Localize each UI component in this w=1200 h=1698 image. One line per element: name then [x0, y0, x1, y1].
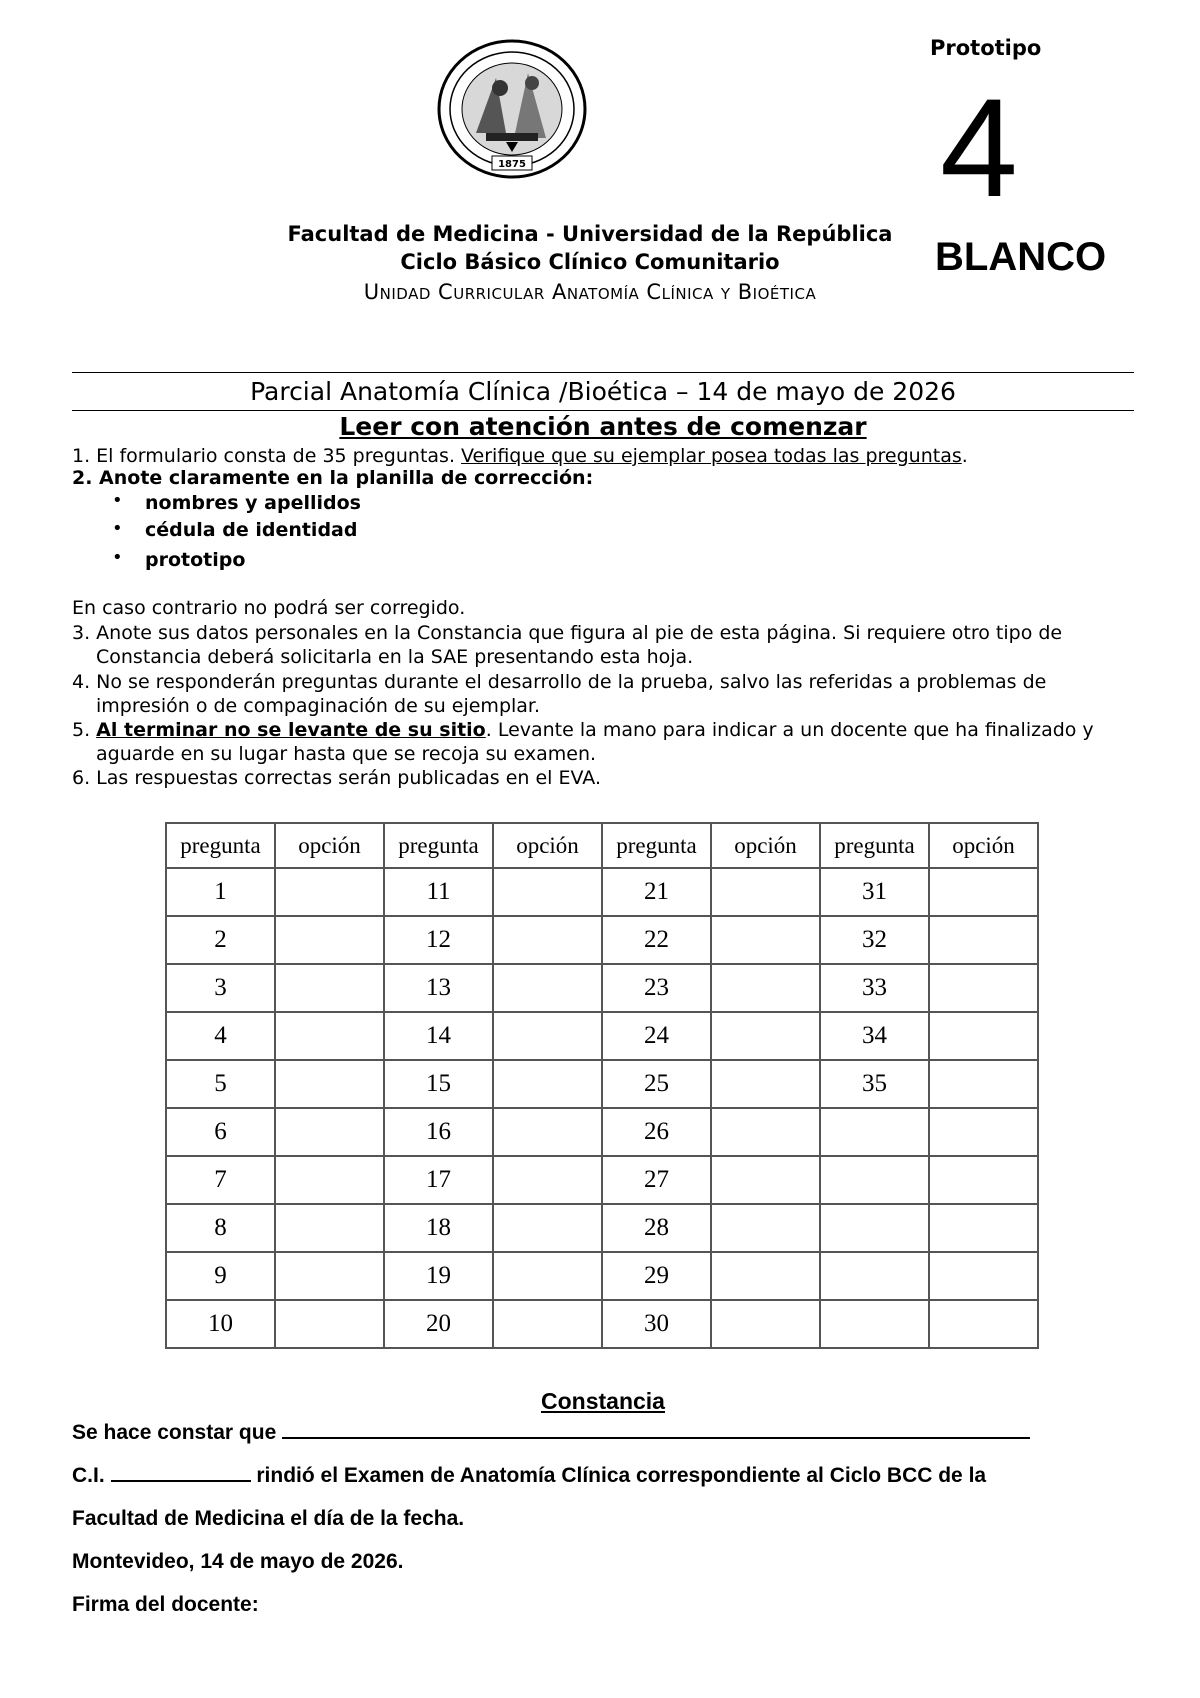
- question-number-cell: 25: [602, 1060, 711, 1108]
- option-cell[interactable]: [711, 916, 820, 964]
- option-cell[interactable]: [493, 1012, 602, 1060]
- question-number-cell: 17: [384, 1156, 493, 1204]
- option-cell[interactable]: [275, 916, 384, 964]
- constancia-line-2: [72, 1461, 986, 1491]
- question-number-cell: 20: [384, 1300, 493, 1348]
- table-row: [166, 916, 1038, 964]
- question-number-cell: 4: [166, 1012, 275, 1060]
- instruction-5a: [72, 718, 1132, 742]
- table-row: [166, 964, 1038, 1012]
- option-cell[interactable]: [711, 1204, 820, 1252]
- instruction-1: [72, 444, 1132, 468]
- header-opcion: opción: [929, 823, 1038, 868]
- option-cell[interactable]: [929, 868, 1038, 916]
- question-number-cell: 8: [166, 1204, 275, 1252]
- constancia-line-1-text: Se hace constar que: [72, 1421, 277, 1444]
- question-number-cell: 24: [602, 1012, 711, 1060]
- option-cell[interactable]: [275, 868, 384, 916]
- question-number-cell: 7: [166, 1156, 275, 1204]
- question-number-cell: 2: [166, 916, 275, 964]
- option-cell[interactable]: [711, 1060, 820, 1108]
- option-cell[interactable]: [711, 868, 820, 916]
- question-number-cell: [820, 1300, 929, 1348]
- option-cell[interactable]: [493, 1108, 602, 1156]
- option-cell[interactable]: [275, 1012, 384, 1060]
- question-number-cell: 26: [602, 1108, 711, 1156]
- option-cell[interactable]: [493, 1060, 602, 1108]
- constancia-line-1: [72, 1418, 1030, 1448]
- option-cell[interactable]: [711, 1108, 820, 1156]
- option-cell[interactable]: [493, 1204, 602, 1252]
- option-cell[interactable]: [493, 964, 602, 1012]
- bullet-id: cédula de identidad: [145, 519, 358, 541]
- constancia-date: Montevideo, 14 de mayo de 2026.: [72, 1550, 404, 1573]
- option-cell[interactable]: [929, 1300, 1038, 1348]
- option-cell[interactable]: [275, 1108, 384, 1156]
- instruction-1-text: 1. El formulario consta de 35 preguntas.: [72, 445, 462, 467]
- option-cell[interactable]: [711, 1252, 820, 1300]
- option-cell[interactable]: [711, 964, 820, 1012]
- question-number-cell: 34: [820, 1012, 929, 1060]
- option-cell[interactable]: [275, 1060, 384, 1108]
- question-number-cell: 19: [384, 1252, 493, 1300]
- option-cell[interactable]: [275, 1156, 384, 1204]
- table-row: [166, 1012, 1038, 1060]
- svg-text:1875: 1875: [498, 159, 526, 170]
- ci-blank-field[interactable]: [111, 1462, 251, 1482]
- bullet-icon: •: [112, 490, 123, 511]
- header-pregunta: pregunta: [820, 823, 929, 868]
- question-number-cell: 11: [384, 868, 493, 916]
- instruction-5b: aguarde en su lugar hasta que se recoja su examen.: [96, 743, 597, 765]
- option-cell[interactable]: [711, 1156, 820, 1204]
- instruction-3b: Constancia deberá solicitarla en la SAE presentando esta hoja.: [96, 646, 694, 668]
- option-cell[interactable]: [493, 1156, 602, 1204]
- header-opcion: opción: [711, 823, 820, 868]
- instruction-1-end: .: [961, 445, 968, 467]
- option-cell[interactable]: [929, 1156, 1038, 1204]
- constancia-line-2-text: rindió el Examen de Anatomía Clínica correspondiente al Ciclo BCC de la: [256, 1464, 987, 1487]
- header-pregunta: pregunta: [602, 823, 711, 868]
- instruction-otherwise: En caso contrario no podrá ser corregido.: [72, 597, 466, 619]
- instruction-6: 6. Las respuestas correctas serán publicadas en el EVA.: [72, 767, 601, 789]
- question-number-cell: 35: [820, 1060, 929, 1108]
- question-number-cell: 16: [384, 1108, 493, 1156]
- question-number-cell: 3: [166, 964, 275, 1012]
- answer-table: [165, 822, 1039, 1349]
- table-row: [166, 1108, 1038, 1156]
- option-cell[interactable]: [275, 964, 384, 1012]
- instructions-title: Leer con atención antes de comenzar: [339, 412, 867, 441]
- option-cell[interactable]: [929, 1252, 1038, 1300]
- curricular-unit: Unidad Curricular Anatomía Clínica y Bioética: [363, 280, 817, 304]
- instruction-5-rest: . Levante la mano para indicar a un docente que ha finalizado y: [485, 719, 1094, 741]
- question-number-cell: 13: [384, 964, 493, 1012]
- option-cell[interactable]: [275, 1252, 384, 1300]
- question-number-cell: 29: [602, 1252, 711, 1300]
- option-cell[interactable]: [929, 1108, 1038, 1156]
- question-number-cell: [820, 1204, 929, 1252]
- exam-title: Parcial Anatomía Clínica /Bioética – 14 de mayo de 2026: [250, 377, 956, 406]
- option-cell[interactable]: [929, 1204, 1038, 1252]
- constancia-signature: Firma del docente:: [72, 1593, 259, 1616]
- table-row: [166, 1060, 1038, 1108]
- table-row: [166, 1252, 1038, 1300]
- prototype-number: 4: [940, 69, 1018, 226]
- option-cell[interactable]: [929, 916, 1038, 964]
- option-cell[interactable]: [929, 1012, 1038, 1060]
- instruction-1-underlined: Verifique que su ejemplar posea todas las preguntas: [461, 445, 962, 467]
- faculty-name: Facultad de Medicina - Universidad de la República: [287, 222, 893, 246]
- option-cell[interactable]: [711, 1012, 820, 1060]
- instruction-4a: 4. No se responderán preguntas durante el desarrollo de la prueba, salvo las referidas a problemas de: [72, 671, 1047, 693]
- table-row: [166, 1300, 1038, 1348]
- bullet-icon: •: [112, 518, 123, 539]
- header-pregunta: pregunta: [384, 823, 493, 868]
- instruction-3a: 3. Anote sus datos personales en la Constancia que figura al pie de esta página. Si requiere otro tipo de: [72, 622, 1063, 644]
- name-blank-field[interactable]: [282, 1419, 1030, 1439]
- question-number-cell: 6: [166, 1108, 275, 1156]
- question-number-cell: [820, 1156, 929, 1204]
- header-opcion: opción: [275, 823, 384, 868]
- header-opcion: opción: [493, 823, 602, 868]
- constancia-ci-label: C.I.: [72, 1464, 105, 1487]
- bullet-names: nombres y apellidos: [145, 492, 361, 514]
- cycle-name: Ciclo Básico Clínico Comunitario: [400, 250, 780, 274]
- prototype-color: BLANCO: [935, 235, 1107, 279]
- question-number-cell: 15: [384, 1060, 493, 1108]
- question-number-cell: 28: [602, 1204, 711, 1252]
- instruction-2: 2. Anote claramente en la planilla de corrección:: [72, 467, 594, 489]
- option-cell[interactable]: [711, 1300, 820, 1348]
- constancia-title: Constancia: [541, 1388, 665, 1414]
- table-row: [166, 1204, 1038, 1252]
- question-number-cell: 22: [602, 916, 711, 964]
- question-number-cell: 9: [166, 1252, 275, 1300]
- question-number-cell: 1: [166, 868, 275, 916]
- instruction-4b: impresión o de compaginación de su ejemplar.: [96, 695, 541, 717]
- question-number-cell: 10: [166, 1300, 275, 1348]
- prototype-label: Prototipo: [930, 36, 1042, 60]
- option-cell[interactable]: [275, 1204, 384, 1252]
- table-row: [166, 868, 1038, 916]
- question-number-cell: 21: [602, 868, 711, 916]
- option-cell[interactable]: [493, 868, 602, 916]
- constancia-line-3: Facultad de Medicina el día de la fecha.: [72, 1507, 465, 1530]
- bullet-icon: •: [112, 547, 123, 568]
- question-number-cell: 18: [384, 1204, 493, 1252]
- option-cell[interactable]: [929, 964, 1038, 1012]
- instruction-5-bold: Al terminar no se levante de su sitio: [96, 719, 486, 741]
- question-number-cell: 30: [602, 1300, 711, 1348]
- rule-top: [72, 372, 1134, 373]
- question-number-cell: [820, 1108, 929, 1156]
- instruction-5-num: 5.: [72, 719, 97, 741]
- question-number-cell: [820, 1252, 929, 1300]
- question-number-cell: 12: [384, 916, 493, 964]
- question-number-cell: 23: [602, 964, 711, 1012]
- header-pregunta: pregunta: [166, 823, 275, 868]
- question-number-cell: 31: [820, 868, 929, 916]
- question-number-cell: 33: [820, 964, 929, 1012]
- option-cell[interactable]: [493, 1252, 602, 1300]
- option-cell[interactable]: [275, 1300, 384, 1348]
- option-cell[interactable]: [929, 1060, 1038, 1108]
- option-cell[interactable]: [493, 1300, 602, 1348]
- faculty-seal-logo: [436, 38, 588, 180]
- question-number-cell: 32: [820, 916, 929, 964]
- question-number-cell: 27: [602, 1156, 711, 1204]
- answer-table-header: [166, 823, 1038, 868]
- table-row: [166, 1156, 1038, 1204]
- question-number-cell: 14: [384, 1012, 493, 1060]
- bullet-prototype: prototipo: [145, 549, 246, 571]
- option-cell[interactable]: [493, 916, 602, 964]
- question-number-cell: 5: [166, 1060, 275, 1108]
